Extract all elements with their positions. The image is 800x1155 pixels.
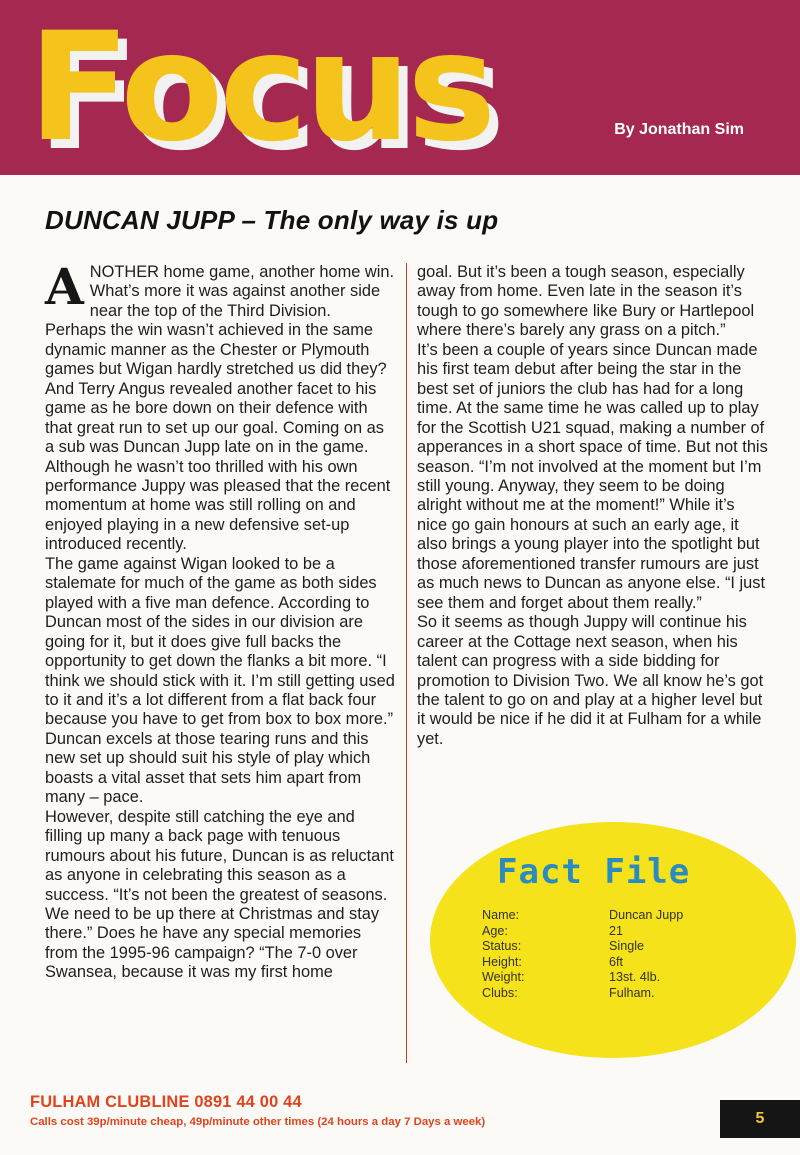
- fact-value: Single: [609, 939, 645, 953]
- fact-value: 13st. 4lb.: [609, 970, 661, 984]
- fact-value: Fulham.: [609, 985, 655, 1000]
- fact-row-height: [482, 955, 683, 971]
- fact-value: 6ft: [609, 954, 624, 969]
- fact-row-clubs: [482, 986, 683, 1002]
- paragraph: [45, 257, 395, 555]
- fact-label: Height:: [482, 954, 522, 969]
- fact-value: Duncan Jupp: [609, 908, 684, 922]
- fact-label: Clubs:: [482, 985, 518, 1000]
- fact-label: Weight:: [482, 970, 525, 984]
- fact-label: Status:: [482, 939, 522, 953]
- page-number: 5: [720, 1100, 800, 1138]
- call-costs-note: Calls cost 39p/minute cheap, 49p/minute other times (24 hours a day 7 Days a week): [30, 1116, 486, 1128]
- fact-file-list: [482, 908, 683, 1001]
- paragraph: It’s been a couple of years since Duncan made his first team debut after being the star in the best set of juniors the club has had for a long time. At the same time he was called up to play for the Scottish U21 squad, making a number of apperances in a short space of time. But not this season. “I’m not involved at the moment but I’m still young. Anyway, they seem to be doing alright without me at the moment!” While it’s nice go gain honours at such an early age, it also brings a young player into the spotlight but those aforementioned transfer rumours are just as much news to Duncan as anyone else. “I just see them and forget about them really.”: [417, 340, 768, 612]
- paragraph: Duncan excels at those tearing runs and this new set up should suit his style of play which boasts a vital asset that sets him apart from many – pace.: [45, 729, 371, 807]
- column-divider: [406, 263, 407, 1063]
- fact-row-age: [482, 924, 683, 940]
- fact-value: 21: [609, 923, 624, 938]
- paragraph-text: NOTHER home game, another home win. What’s more it was against another side near the top of the Third Division. Perhaps the win wasn’t achieved in the same dynamic manner as the Chester or Plymouth games but Wigan hardly stretched us did they? And Terry Angus revealed another facet to his game as he bore down on their defence with that great run to set up our goal. Coming on as a sub was Duncan Jupp late on in the game. Although he wasn’t too thrilled with his own performance Juppy was pleased that the recent momentum at home was still rolling on and enjoyed playing in a new defensive set-up introduced recently.: [45, 263, 395, 554]
- paragraph: The game against Wigan looked to be a stalemate for much of the game as both sides played with a five man defence. According to Duncan most of the sides in our division are going for it, but it does give full backs the opportunity to get down the flanks a bit more. “I think we should stick with it. I’m still getting used to it and it’s a lot different from a flat back four because you have to get from box to box more.”: [45, 554, 395, 729]
- fact-row-status: [482, 939, 683, 955]
- banner-title: Focus: [28, 1, 493, 175]
- paragraph: However, despite still catching the eye and filling up many a back page with tenuous rumours about his future, Duncan is as reluctant as anyone in celebrating this season as a success. “It’s not been the greatest of seasons. We need to be up there at Christmas and stay there.” Does he have any special memories from the 1995-96 campaign? “The 7-0 over Swansea, because it was my first home: [45, 807, 394, 982]
- fact-label: Age:: [482, 923, 508, 938]
- paragraph: So it seems as though Juppy will continue his career at the Cottage next season, when his talent can progress with a side bidding for promotion to Division Two. We all know he’s got the talent to go on and play at a higher level but it would be nice if he did it at Fulham for a while yet.: [417, 613, 764, 748]
- byline: By Jonathan Sim: [614, 121, 744, 138]
- fact-file-title: Fact File: [497, 852, 691, 892]
- fact-label: Name:: [482, 908, 520, 922]
- fact-row-name: [482, 908, 683, 924]
- fact-file-panel: [430, 822, 796, 1058]
- fact-row-weight: [482, 970, 683, 986]
- article-right-column: [417, 263, 769, 749]
- dropcap: A: [45, 257, 84, 316]
- clubline-number: FULHAM CLUBLINE 0891 44 00 44: [30, 1093, 302, 1111]
- header-banner: [0, 0, 800, 175]
- article-headline: DUNCAN JUPP – The only way is up: [45, 205, 499, 235]
- paragraph: goal. But it’s been a tough season, especially away from home. Even late in the season it’s tough to go somewhere like Bury or Hartlepool where there’s barely any grass on a pitch.”: [417, 263, 755, 340]
- article-left-column: [45, 257, 395, 983]
